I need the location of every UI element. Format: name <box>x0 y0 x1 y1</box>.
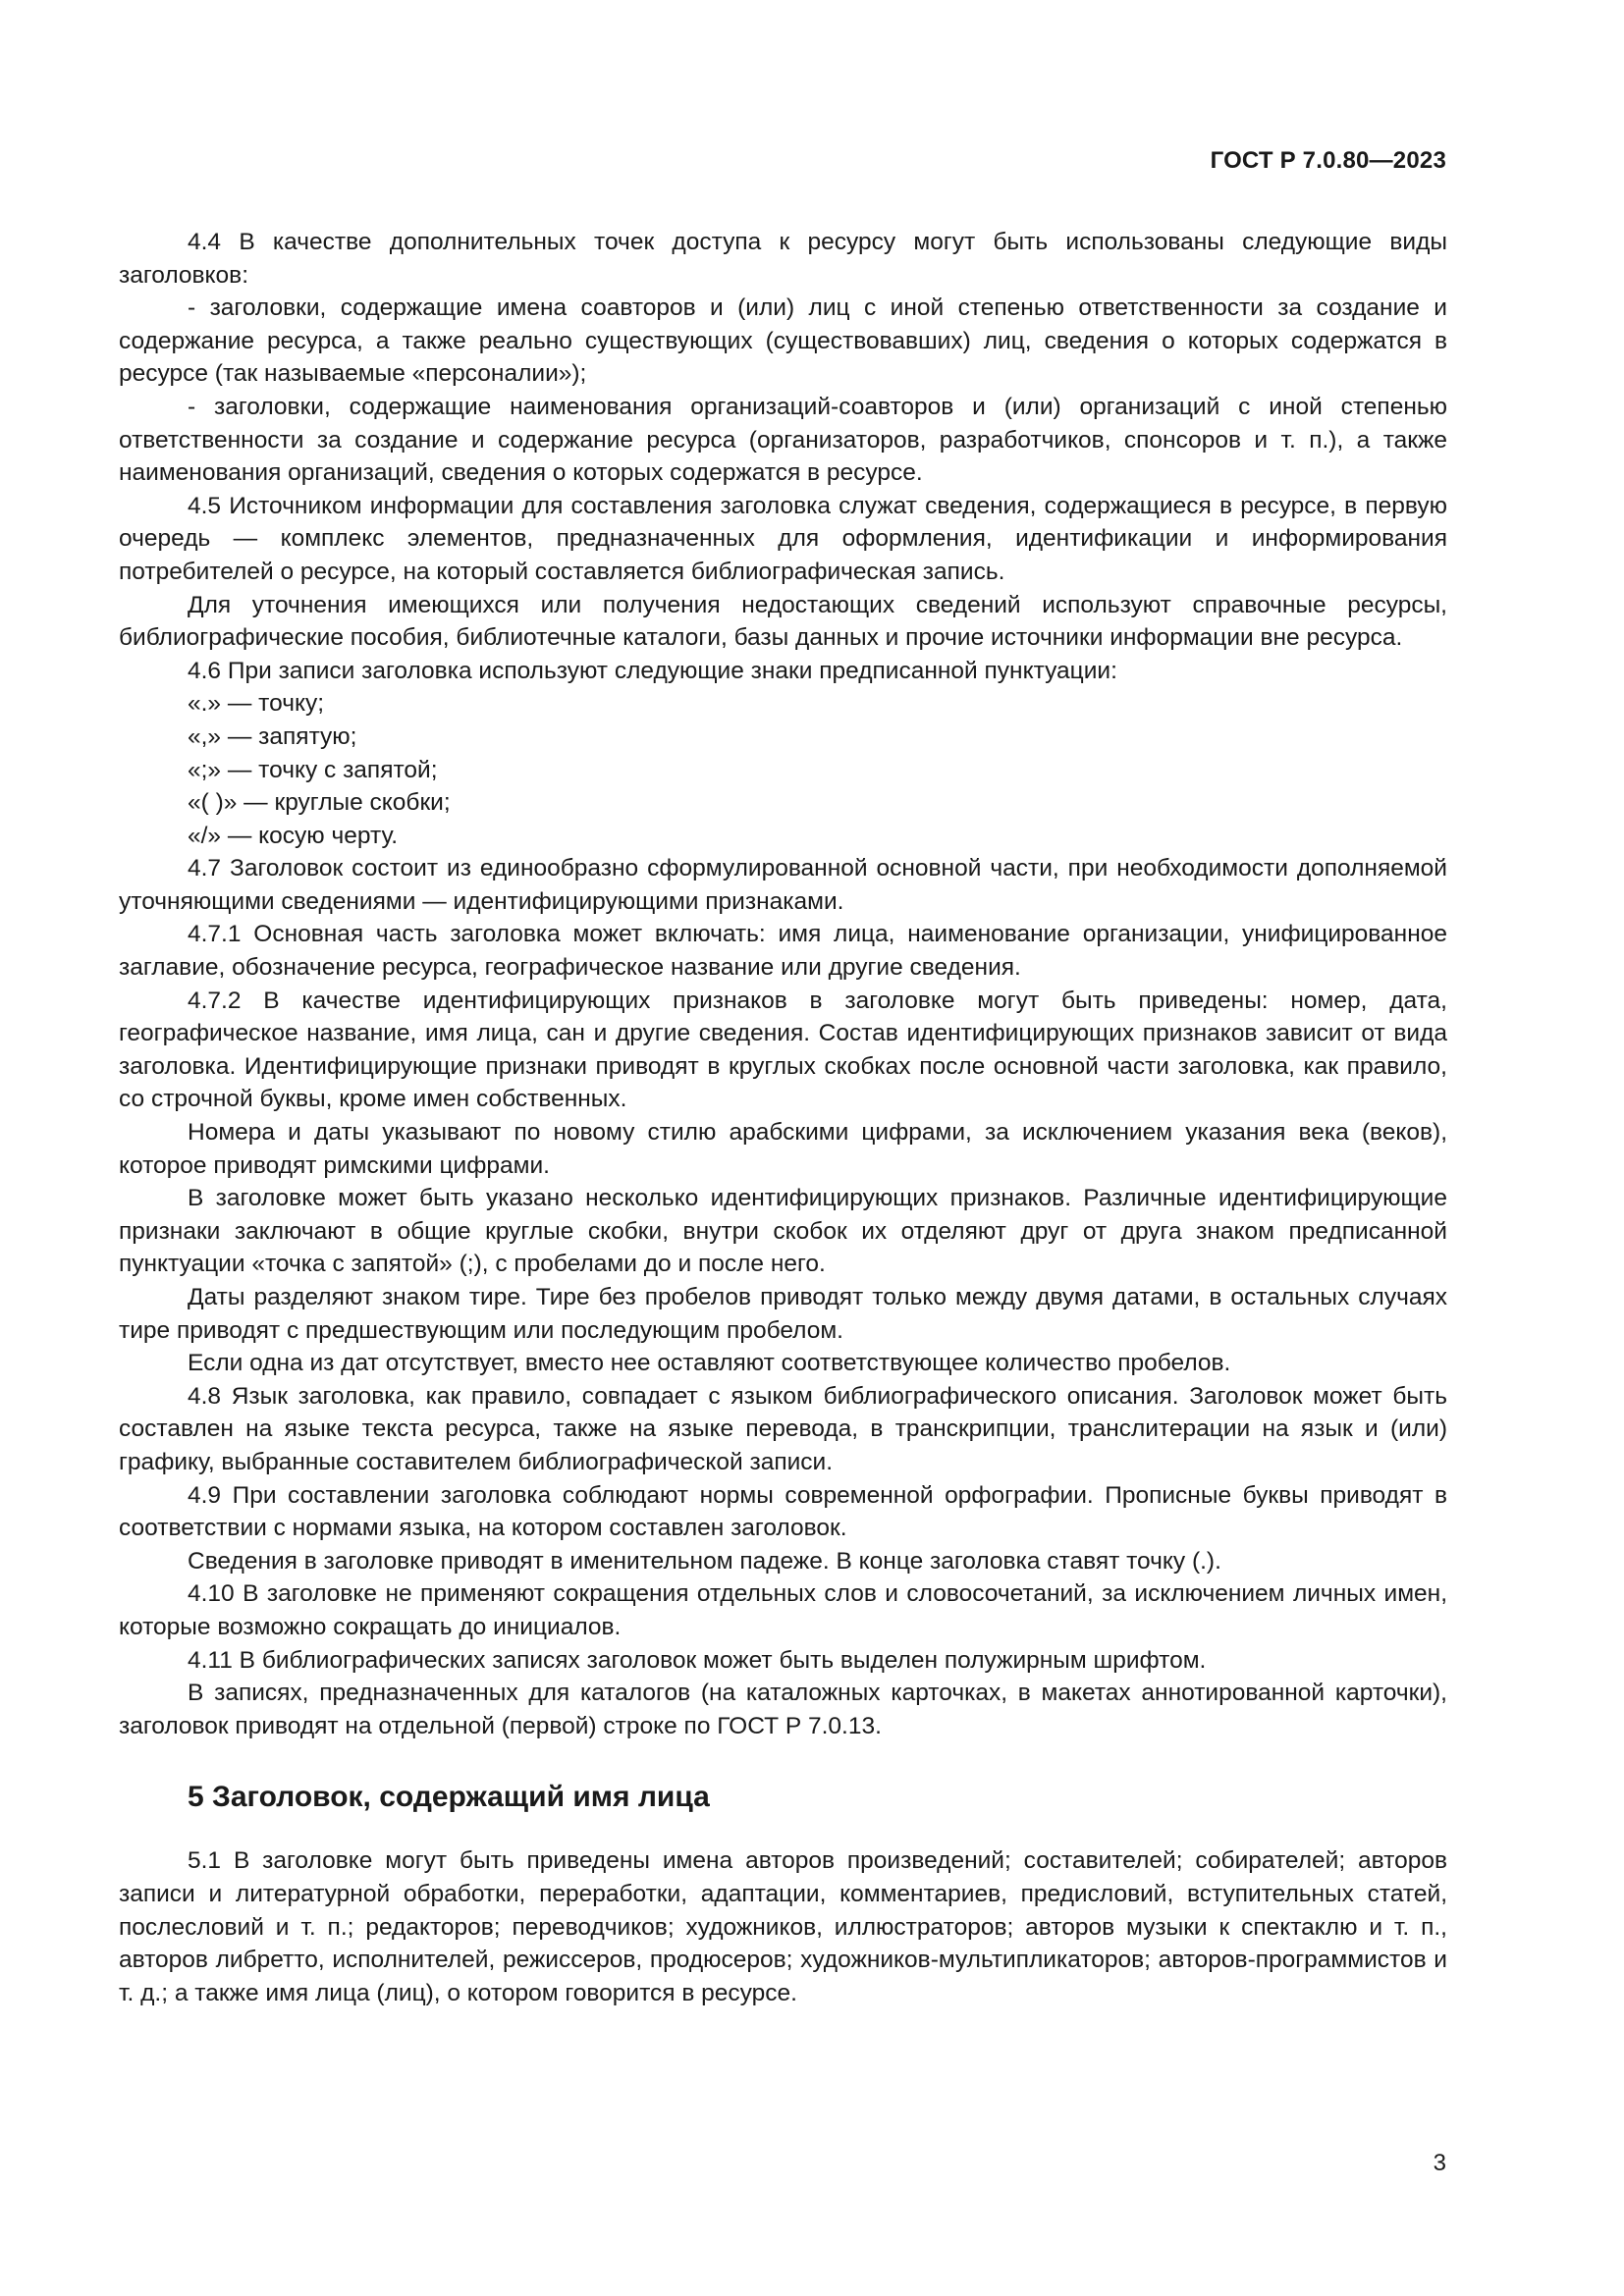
paragraph: Для уточнения имеющихся или получения недостающих сведений используют справочные ресурсы, библиографические пособия, библиотечные каталоги, базы данных и прочие источники информации вне ресурса. <box>119 591 1447 652</box>
paragraph: В заголовке может быть указано несколько идентифицирующих признаков. Различные идентифицирующие признаки заключают в общие круглые скобки, внутри скобок их отделяют друг от друга знаком предписанной пунктуации «точка с запятой» (;), с пробелами до и после него. <box>119 1185 1447 1278</box>
paragraph: 4.5 Источником информации для составления заголовка служат сведения, содержащиеся в ресурсе, в первую очередь — комплекс элементов, предназначенных для оформления, идентификации и информирования потребителей о ресурсе, на который составляется библиографическая запись. <box>119 492 1447 585</box>
list-item: - заголовки, содержащие наименования организаций-соавторов и (или) организаций с иной степенью ответственности за создание и содержание ресурса (организаторов, разработчиков, спонсоров и т. п.), а также наименования организаций, сведения о которых содержатся в ресурсе. <box>119 393 1447 487</box>
section-heading: 5 Заголовок, содержащий имя лица <box>188 1781 710 1814</box>
paragraph: 4.7 Заголовок состоит из единообразно сформулированной основной части, при необходимости дополняемой уточняющими сведениями — идентифицирующими признаками. <box>119 855 1447 915</box>
paragraph: В записях, предназначенных для каталогов (на каталожных карточках, в макетах аннотированной карточки), заголовок приводят на отдельной (первой) строке по ГОСТ Р 7.0.13. <box>119 1680 1447 1739</box>
paragraph: 4.9 При составлении заголовка соблюдают нормы современной орфографии. Прописные буквы приводят в соответствии с нормами языка, на котором составлен заголовок. <box>119 1481 1447 1542</box>
paragraph: Номера и даты указывают по новому стилю арабскими цифрами, за исключением указания века (веков), которое приводят римскими цифрами. <box>119 1119 1447 1179</box>
paragraph: 4.7.2 В качестве идентифицирующих признаков в заголовке могут быть приведены: номер, дата, географическое название, имя лица, сан и другие сведения. Состав идентифицирующих признаков зависит от вида заголовка. Идентифицирующие признаки приводят в круглых скобках после основной части заголовка, как правило, со строчной буквы, кроме имен собственных. <box>119 987 1447 1113</box>
punctuation-item: «,» — запятую; <box>188 722 357 750</box>
punctuation-item: «/» — косую черту. <box>188 822 399 849</box>
paragraph: Если одна из дат отсутствует, вместо нее оставляют соответствующее количество пробелов. <box>188 1350 1231 1377</box>
punctuation-item: «.» — точку; <box>188 690 325 718</box>
paragraph: 5.1 В заголовке могут быть приведены имена авторов произведений; составителей; собирателей; авторов записи и литературной обработки, переработки, адаптации, комментариев, предисловий, вступительных статей, послесловий и т. п.; редакторов; переводчиков; художников, иллюстраторов; авторов музыки к спектаклю и т. п., авторов либретто, исполнителей, режиссеров, продюсеров; художников-мультипликаторов; авторов-программистов и т. д.; а также имя лица (лиц), о котором говорится в ресурсе. <box>119 1847 1447 2006</box>
standard-code: ГОСТ Р 7.0.80—2023 <box>1210 147 1446 174</box>
paragraph: 4.11 В библиографических записях заголовок может быть выделен полужирным шрифтом. <box>188 1646 1207 1674</box>
paragraph: 4.6 При записи заголовка используют следующие знаки предписанной пунктуации: <box>188 657 1117 684</box>
punctuation-item: «;» — точку с запятой; <box>188 756 438 783</box>
paragraph: 4.10 В заголовке не применяют сокращения отдельных слов и словосочетаний, за исключением личных имен, которые возможно сокращать до инициалов. <box>119 1580 1447 1640</box>
punctuation-item: «( )» — круглые скобки; <box>188 789 451 817</box>
paragraph: 4.8 Язык заголовка, как правило, совпадает с языком библиографического описания. Заголовок может быть составлен на языке текста ресурса, также на языке перевода, в транскрипции, транслитерации на язык и (или) графику, выбранные составителем библиографической записи. <box>119 1382 1447 1475</box>
paragraph: 4.4 В качестве дополнительных точек доступа к ресурсу могут быть использованы следующие виды заголовков: <box>119 229 1447 289</box>
paragraph: Сведения в заголовке приводят в именительном падеже. В конце заголовка ставят точку (.). <box>188 1547 1221 1575</box>
paragraph: 4.7.1 Основная часть заголовка может включать: имя лица, наименование организации, унифицированное заглавие, обозначение ресурса, географическое название или другие сведения. <box>119 921 1447 982</box>
document-body <box>119 226 1447 2009</box>
paragraph: Даты разделяют знаком тире. Тире без пробелов приводят только между двумя датами, в остальных случаях тире приводят с предшествующим или последующим пробелом. <box>119 1284 1447 1344</box>
page-number: 3 <box>1433 2150 1446 2176</box>
list-item: - заголовки, содержащие имена соавторов и (или) лиц с иной степенью ответственности за создание и содержание ресурса, а также реально существующих (существовавших) лиц, сведения о которых содержатся в ресурсе (так называемые «персоналии»); <box>119 294 1447 388</box>
